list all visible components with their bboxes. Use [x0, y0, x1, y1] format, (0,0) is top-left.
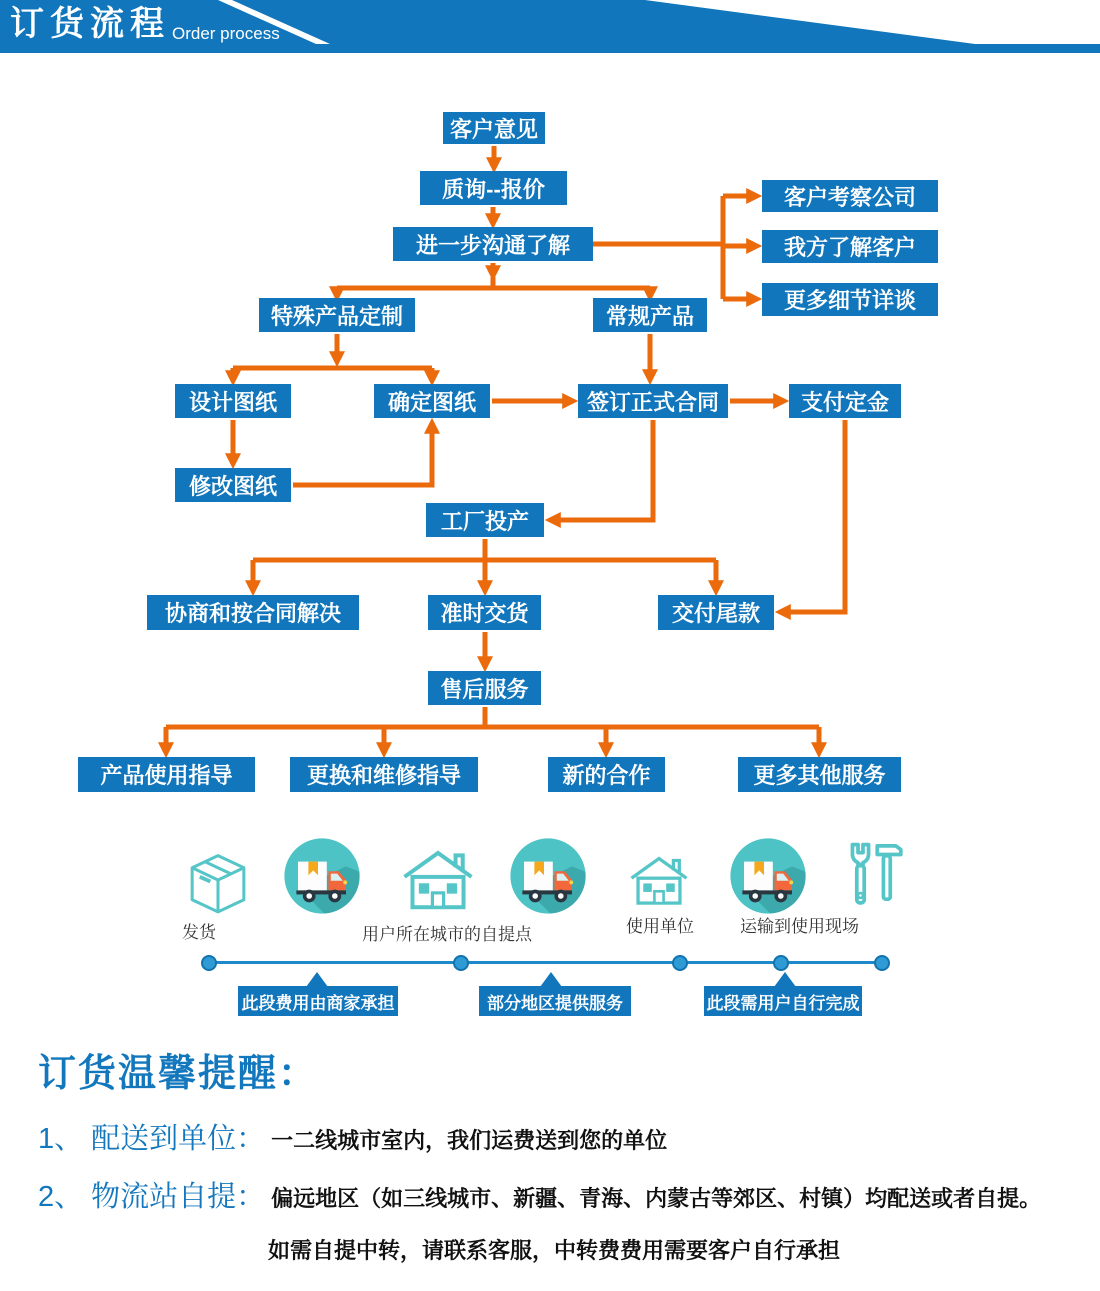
timeline-tag-pointer-2: [540, 972, 562, 987]
timeline-tag-partial-service: 部分地区提供服务: [479, 986, 631, 1016]
flow-node-special-product-custom: 特殊产品定制: [259, 298, 415, 332]
note-item-label: 配送到单位：: [91, 1123, 266, 1155]
pickup-house-icon: [398, 845, 478, 912]
header-title-zh: 订货流程: [10, 5, 170, 43]
header-diagonal-band: [232, 0, 975, 44]
flow-node-replace-repair-guide: 更换和维修指导: [290, 757, 478, 792]
flow-node-confirm-drawing: 确定图纸: [374, 384, 490, 418]
note-item-desc: 一二线城市室内，我们运费送到您的单位: [271, 1128, 668, 1153]
header-banner: [0, 0, 1100, 56]
timeline-tag-pointer-3: [774, 972, 796, 987]
delivery-truck-icon: [282, 836, 362, 916]
timeline-tag-user-complete: 此段需用户自行完成: [704, 986, 862, 1016]
timeline-dot-2: [453, 955, 469, 971]
flow-node-further-communication: 进一步沟通了解: [393, 227, 593, 261]
use-unit-house-icon: [626, 852, 692, 907]
note-item-self-pickup: [38, 1174, 1041, 1215]
delivery-truck-icon-2: [508, 836, 588, 916]
timeline-dot-4: [773, 955, 789, 971]
flow-node-negotiate-resolve: 协商和按合同解决: [147, 595, 359, 630]
package-icon: [180, 843, 256, 923]
label-ship: 发货: [182, 923, 216, 942]
note-item-delivery: [38, 1116, 667, 1157]
note-item-number: 1、: [38, 1123, 84, 1155]
flow-node-factory-production: 工厂投产: [426, 503, 544, 537]
tools-icon: [845, 838, 907, 912]
timeline-dot-1: [201, 955, 217, 971]
transport-truck-icon: [728, 836, 808, 916]
label-pickup-point: 用户所在城市的自提点: [362, 925, 532, 944]
flow-node-we-know-customer: 我方了解客户: [762, 230, 938, 263]
flow-node-more-details-talk: 更多细节详谈: [762, 283, 938, 316]
timeline-tag-pointer-1: [306, 972, 328, 987]
flow-node-new-cooperation: 新的合作: [548, 757, 665, 792]
flow-node-product-usage-guide: 产品使用指导: [78, 757, 255, 792]
flow-node-design-drawing: 设计图纸: [175, 384, 291, 418]
note-extra-line: 如需自提中转，请联系客服，中转费费用需要客户自行承担: [268, 1238, 841, 1263]
flow-node-inquiry-quote: 质询--报价: [420, 171, 567, 205]
header-title-en: Order process: [172, 24, 280, 43]
timeline-tag-merchant-cost: 此段费用由商家承担: [238, 986, 398, 1016]
flow-node-more-other-services: 更多其他服务: [738, 757, 901, 792]
label-use-unit: 使用单位: [626, 917, 694, 936]
flow-node-after-sales-service: 售后服务: [428, 671, 541, 705]
note-item-desc: 偏远地区（如三线城市、新疆、青海、内蒙古等郊区、村镇）均配送或者自提。: [271, 1186, 1042, 1211]
label-transport-site: 运输到使用现场: [740, 917, 859, 936]
flow-node-customer-visit-company: 客户考察公司: [762, 180, 938, 212]
flow-node-customer-feedback: 客户意见: [443, 112, 545, 144]
flow-node-modify-drawing: 修改图纸: [175, 468, 291, 502]
header-strip: [0, 44, 1100, 53]
timeline-dot-3: [672, 955, 688, 971]
notes-title: 订货温馨提醒：: [38, 1053, 319, 1095]
flow-node-sign-contract: 签订正式合同: [578, 384, 728, 418]
flow-node-regular-product: 常规产品: [593, 298, 707, 332]
note-item-label: 物流站自提：: [91, 1181, 266, 1213]
flow-node-pay-balance: 交付尾款: [658, 595, 774, 630]
flow-node-on-time-delivery: 准时交货: [428, 595, 541, 630]
timeline-dot-5: [874, 955, 890, 971]
note-item-number: 2、: [38, 1181, 84, 1213]
flow-node-pay-deposit: 支付定金: [789, 384, 901, 418]
